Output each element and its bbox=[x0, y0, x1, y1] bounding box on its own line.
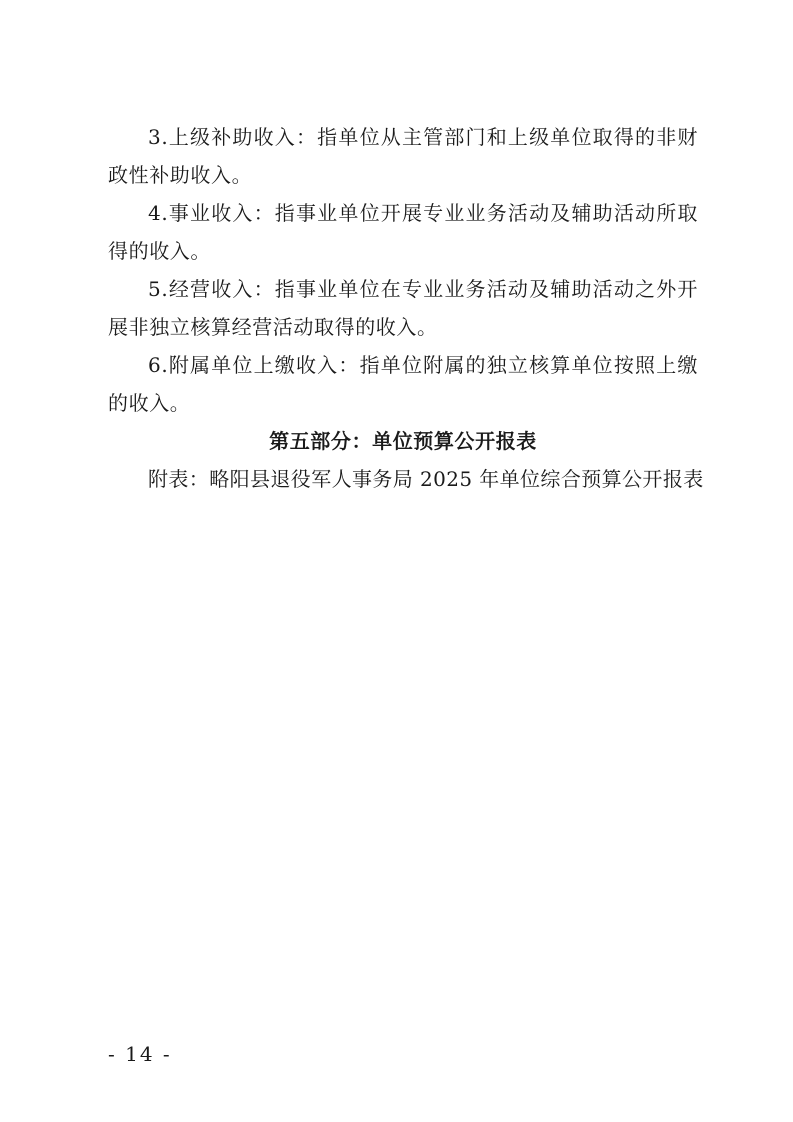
paragraph-affiliated-unit-income: 6.附属单位上缴收入：指单位附属的独立核算单位按照上缴的收入。 bbox=[108, 353, 698, 415]
paragraph-business-income: 4.事业收入：指事业单位开展专业业务活动及辅助活动所取得的收入。 bbox=[108, 201, 698, 263]
document-body bbox=[108, 118, 704, 498]
attachment-note: 附表：略阳县退役军人事务局 2025 年单位综合预算公开报表 bbox=[148, 467, 704, 491]
page-number: - 14 - bbox=[108, 1042, 172, 1066]
section-heading: 第五部分：单位预算公开报表 bbox=[269, 429, 537, 453]
paragraph-operating-income: 5.经营收入：指事业单位在专业业务活动及辅助活动之外开展非独立核算经营活动取得的收入。 bbox=[108, 277, 698, 339]
paragraph-superior-subsidy-income: 3.上级补助收入：指单位从主管部门和上级单位取得的非财政性补助收入。 bbox=[108, 125, 698, 187]
